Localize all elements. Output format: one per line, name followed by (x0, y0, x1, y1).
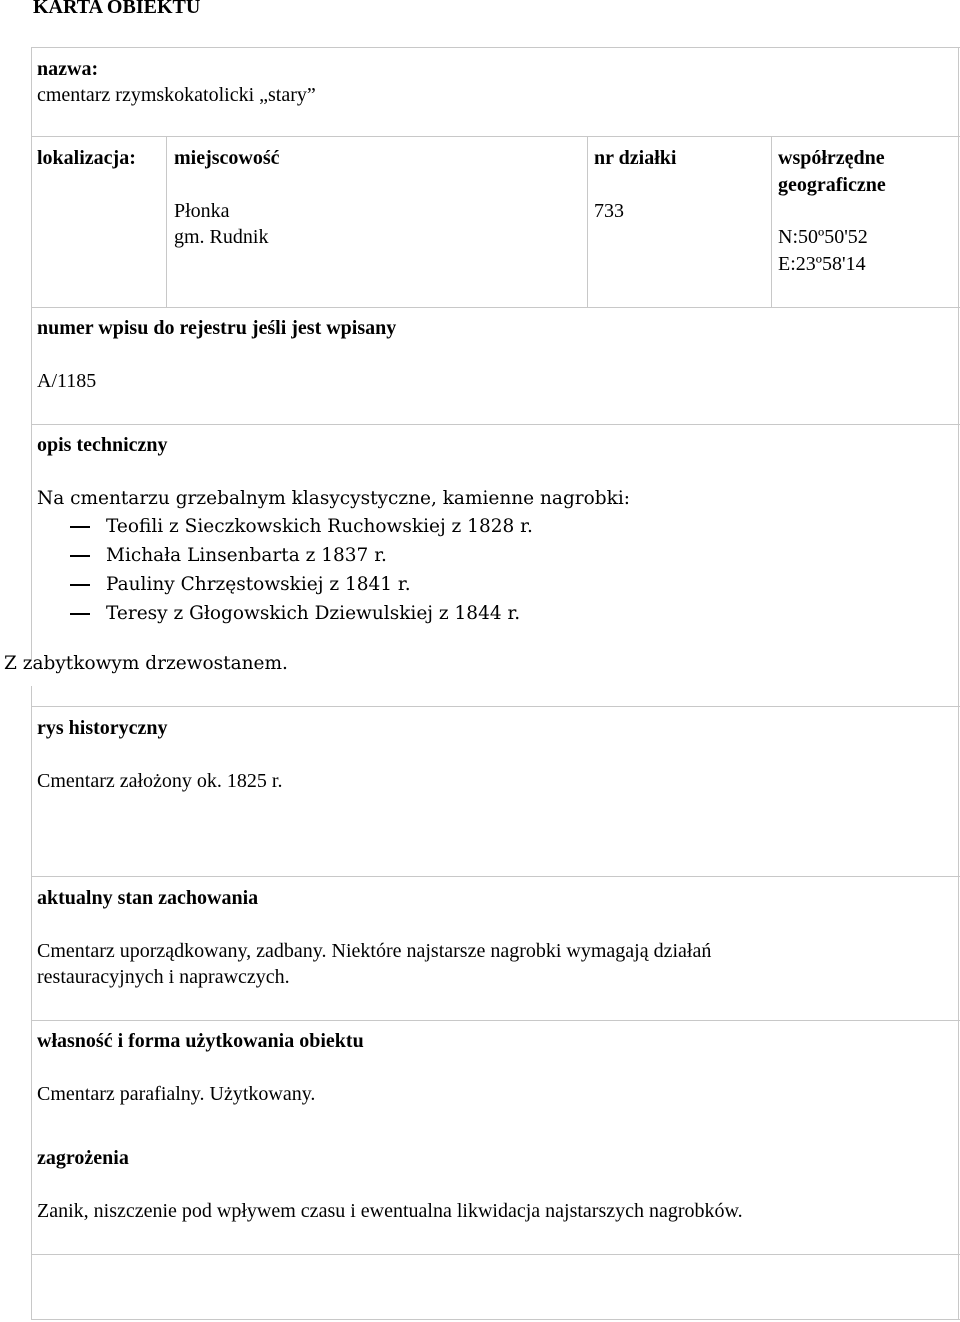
row-divider-location (31, 136, 960, 137)
page-title: KARTA OBIEKTU (33, 0, 201, 18)
registry-value: A/1185 (37, 370, 97, 392)
frame-left-lower (31, 686, 32, 1320)
dash-bullet (70, 584, 90, 586)
row-divider-history (31, 706, 960, 707)
technical-intro: Na cmentarzu grzebalnym klasycystyczne, kamienne nagrobki: (37, 488, 630, 509)
col-divider-coords (771, 136, 772, 307)
frame-bottom (31, 1319, 960, 1320)
row-divider-registry (31, 307, 960, 308)
list-item: Teresy z Głogowskich Dziewulskiej z 1844 r. (70, 599, 533, 628)
frame-left-upper (31, 47, 32, 659)
name-value: cmentarz rzymskokatolicki „stary” (37, 84, 316, 106)
history-value: Cmentarz założony ok. 1825 r. (37, 770, 283, 792)
plot-label: nr działki (594, 147, 677, 169)
coords-label-line-1: współrzędne (778, 147, 885, 169)
col-divider-plot (587, 136, 588, 307)
history-label: rys historyczny (37, 717, 168, 739)
list-item: Teofili z Sieczkowskich Ruchowskiej z 1828 r. (70, 512, 533, 541)
town-value: Płonka (174, 200, 230, 222)
frame-top (31, 47, 960, 48)
row-divider-ownership (31, 1020, 960, 1021)
row-divider-technical (31, 424, 960, 425)
ownership-value: Cmentarz parafialny. Użytkowany. (37, 1083, 316, 1105)
ownership-label: własność i forma użytkowania obiektu (37, 1030, 364, 1052)
plot-value: 733 (594, 200, 624, 222)
condition-value-line-2: restauracyjnych i naprawczych. (37, 966, 290, 988)
location-label: lokalizacja: (37, 147, 136, 169)
commune-value: gm. Rudnik (174, 226, 269, 248)
list-item: Pauliny Chrzęstowskiej z 1841 r. (70, 570, 533, 599)
gravestone-list (70, 512, 533, 628)
technical-label: opis techniczny (37, 434, 168, 456)
threats-value: Zanik, niszczenie pod wpływem czasu i ewentualna likwidacja najstarszych nagrobków. (37, 1200, 743, 1222)
col-divider-town (166, 136, 167, 307)
name-label: nazwa: (37, 58, 99, 80)
town-label: miejscowość (174, 147, 280, 169)
coords-north: N:50º50'52 (778, 226, 868, 248)
dash-bullet (70, 526, 90, 528)
list-item: Michała Linsenbarta z 1837 r. (70, 541, 533, 570)
coords-east: E:23º58'14 (778, 253, 866, 275)
frame-right (958, 47, 959, 1320)
condition-label: aktualny stan zachowania (37, 887, 259, 909)
technical-outro: Z zabytkowym drzewostanem. (4, 653, 288, 674)
dash-bullet (70, 613, 90, 615)
dash-bullet (70, 555, 90, 557)
row-divider-condition (31, 876, 960, 877)
row-divider-bottom (31, 1254, 960, 1255)
coords-label-line-2: geograficzne (778, 174, 886, 196)
threats-label: zagrożenia (37, 1147, 129, 1169)
condition-value-line-1: Cmentarz uporządkowany, zadbany. Niektóre najstarsze nagrobki wymagają działań (37, 940, 712, 962)
registry-label: numer wpisu do rejestru jeśli jest wpisany (37, 317, 397, 339)
